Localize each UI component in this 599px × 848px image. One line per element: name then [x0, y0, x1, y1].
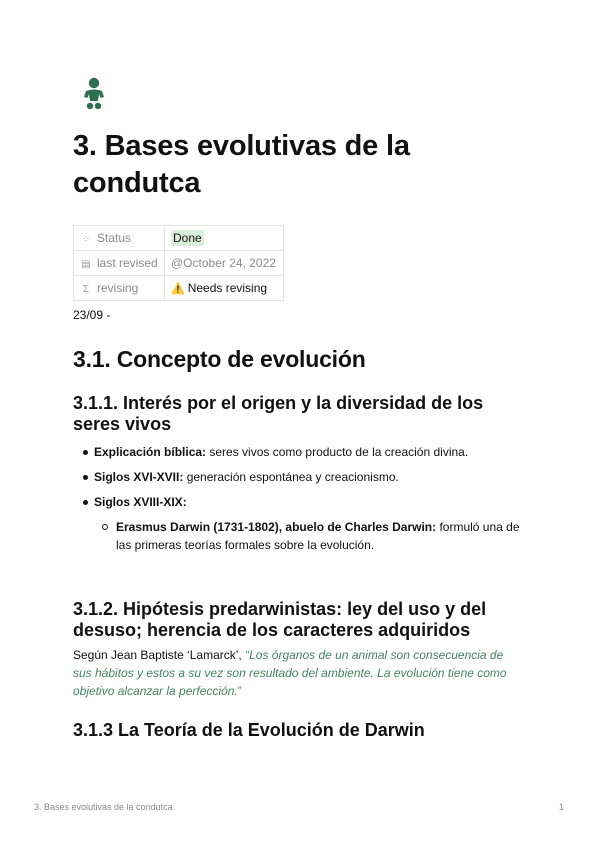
bullet-list [80, 443, 530, 561]
page-number: 1 [558, 802, 564, 812]
property-key-status: ⁘ Status [74, 226, 165, 251]
property-key-revising: Σ revising [74, 276, 165, 301]
calendar-icon: ▤ [81, 259, 91, 270]
sigma-icon: Σ [82, 284, 90, 295]
status-badge: Done [173, 231, 202, 245]
property-value-revising[interactable]: ⚠️ Needs revising [165, 276, 284, 301]
heading-3-1-1: 3.1.1. Interés por el origen y la diversidad de los seres vivos [73, 393, 484, 434]
heading-3-1-3: 3.1.3 La Teoría de la Evolución de Darwin [73, 720, 425, 740]
date-mention: @October 24, 2022 [171, 256, 276, 270]
property-key-last-revised: ▤ last revised [74, 251, 165, 276]
date-note: 23/09 - [73, 308, 111, 322]
list-item: Explicación bíblica: seres vivos como producto de la creación divina. [80, 443, 530, 461]
baby-icon [82, 77, 106, 111]
list-item: Siglos XVI-XVII: generación espontánea y creacionismo. [80, 468, 530, 486]
property-row-last-revised [74, 251, 284, 276]
sub-bullet-list [94, 518, 530, 554]
lamarck-paragraph: Según Jean Baptiste ‘Lamarck’, “Los órganos de un animal son consecuencia de sus hábitos y estos a su vez son resultado del ambiente. La evolución tiene como objetivo alcanzar la perfección.” [73, 648, 507, 698]
property-value-status[interactable] [165, 226, 284, 251]
sub-list-item: Erasmus Darwin (1731-1802), abuelo de Charles Darwin: formuló una de las primeras teorías formales sobre la evolución. [94, 518, 530, 554]
list-item: Siglos XVIII-XIX: Erasmus Darwin (1731-1802), abuelo de Charles Darwin: formuló una de las primeras teorías formales sobre la evolución. [80, 493, 530, 554]
property-row-revising [74, 276, 284, 301]
status-loader-icon: ⁘ [81, 234, 91, 245]
property-value-last-revised[interactable] [165, 251, 284, 276]
properties-table [73, 225, 284, 301]
heading-3-1-2: 3.1.2. Hipótesis predarwinistas: ley del uso y del desuso; herencia de los caracteres adquiridos [73, 599, 487, 640]
property-row-status [74, 226, 284, 251]
lamarck-quote: “Los órganos de un animal son consecuencia de sus hábitos y estos a su vez son resultado del ambiente. La evolución tiene como objetivo alcanzar la perfección. [73, 648, 507, 698]
warning-icon: ⚠️ [171, 283, 185, 295]
heading-3-1: 3.1. Concepto de evolución [73, 346, 366, 372]
page-title: 3. Bases evolutivas de la condutca [73, 130, 410, 199]
footer-title: 3. Bases evolutivas de la condutca [34, 802, 173, 812]
